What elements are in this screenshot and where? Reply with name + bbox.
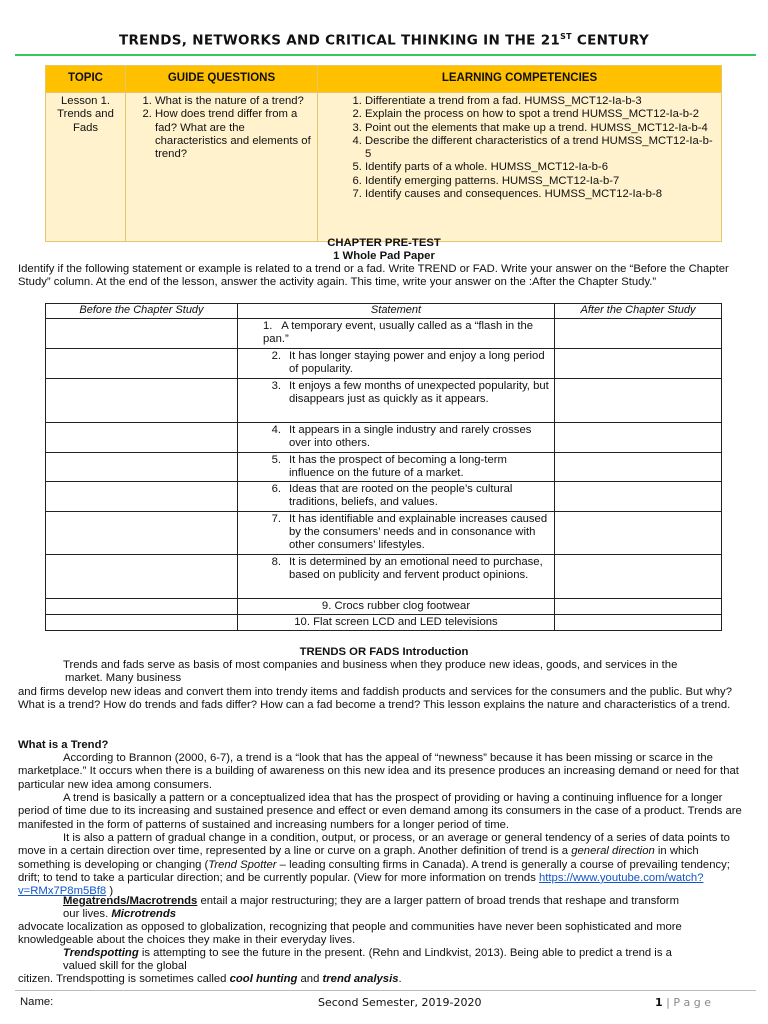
header-guide-questions: GUIDE QUESTIONS — [126, 66, 318, 93]
trend-paragraph-3: It is also a pattern of gradual change in a condition, output, or process, or an average or general tendency of a series of data points to move in a certain direction over time, represented by a line or curve on a graph. Another definition of trend is a general direction in which something is developing or changing (Trend Spotter – leading consulting firms in Canada). A trend is generally a course of prevailing tendency; drift; to tend to take a particular direction; and be currently popular. (View for more information on trends https://www.youtube.com/watch?v=RMx7P8m5Bf8 ) — [18, 832, 730, 898]
answer-after[interactable] — [555, 378, 722, 422]
header-learning-competencies: LEARNING COMPETENCIES — [318, 66, 722, 93]
intro-paragraph: and firms develop new ideas and convert them into trendy items and faddish products and services for the consumers and the public. But why? What is a trend? How do trends and fads differ? How can a fad become a trend? This lesson explains the nature and characteristics of a trend. — [18, 686, 732, 712]
competency-item: 4. Describe the different characteristics of a trend HUMSS_MCT12-Ia-b-5 — [365, 135, 718, 162]
col-statement: Statement — [238, 304, 555, 319]
answer-before[interactable] — [46, 422, 238, 452]
youtube-link[interactable]: https://www.youtube.com/watch?v=RMx7P8m5Bf8 — [18, 871, 704, 898]
answer-before[interactable] — [46, 452, 238, 482]
header-topic: TOPIC — [46, 66, 126, 93]
answer-after[interactable] — [555, 349, 722, 379]
answer-after[interactable] — [555, 319, 722, 349]
answer-after[interactable] — [555, 598, 722, 614]
answer-before[interactable] — [46, 378, 238, 422]
competency-item: 2. Explain the process on how to spot a trend HUMSS_MCT12-Ia-b-2 — [365, 108, 718, 121]
competencies-cell — [318, 93, 722, 242]
intro-paragraph-start: Trends and fads serve as basis of most companies and business when they produce new ideas, goods, and services in the market. Many business — [63, 659, 678, 685]
topic-cell: Lesson 1. Trends and Fads — [46, 93, 126, 242]
col-after: After the Chapter Study — [555, 304, 722, 319]
answer-before[interactable] — [46, 598, 238, 614]
answer-before[interactable] — [46, 511, 238, 554]
pretest-instructions: Identify if the following statement or example is related to a trend or a fad. Write TREND or FAD. Write your answer on the “Before the Chapter Study” column. At the end of the lesson, answer the activity again. This time, write your answer on the :After the Chapter Study.” — [18, 263, 729, 289]
trendspotting-paragraph: Trendspotting is attempting to see the future in the present. (Rehn and Lindkvist, 2013). Being able to predict a trend is a valued skill for the global — [63, 947, 672, 973]
footer-name-label: Name: — [20, 996, 54, 1008]
statement-cell: 1. A temporary event, usually called as a “flash in the pan.” — [238, 319, 555, 349]
intro-heading: TRENDS OR FADS Introduction — [299, 646, 469, 658]
answer-after[interactable] — [555, 511, 722, 554]
megatrends-paragraph: Megatrends/Macrotrends entail a major restructuring; they are a larger pattern of broad trends that reshape and transform our lives. Microtrends — [63, 895, 679, 921]
title-divider — [15, 54, 756, 56]
pretest-heading: CHAPTER PRE-TEST — [327, 237, 441, 249]
answer-after[interactable] — [555, 422, 722, 452]
answer-after[interactable] — [555, 482, 722, 512]
answer-after[interactable] — [555, 615, 722, 631]
trend-paragraph-2: A trend is basically a pattern or a conceptualized idea that has the prospect of providing or having a continuing influence for a longer period of time due to its increasing and sustained presence and effect or even demand among its consumers in the case of a product. Trends are manifested in the form of patterns of sustained and increasing numbers for a longer period of time. — [18, 792, 742, 831]
footer-divider — [15, 990, 756, 991]
trendspotting-paragraph-end: citizen. Trendspotting is sometimes called cool hunting and trend analysis. — [18, 973, 402, 985]
pretest-subheading: 1 Whole Pad Paper — [333, 250, 435, 262]
statement-cell: 7. It has identifiable and explainable increases caused by the consumers’ needs and in consonance with other consumers’ lifestyles. — [238, 511, 555, 554]
trend-heading: What is a Trend? — [18, 739, 109, 751]
competency-table — [45, 65, 722, 242]
answer-after[interactable] — [555, 554, 722, 598]
guide-question: 2. How does trend differ from a fad? What are the characteristics and elements of trend? — [155, 108, 314, 161]
competency-item: 7. Identify causes and consequences. HUMSS_MCT12-Ia-b-8 — [365, 188, 718, 201]
statement-cell: 2. It has longer staying power and enjoy a long period of popularity. — [238, 349, 555, 379]
trend-paragraph-1: According to Brannon (2000, 6-7), a trend is a “look that has the appeal of “newness” because it has been missing or scarce in the marketplace.” It occurs when there is a building of awareness on this new idea and its presence produces an increasing demand or need for that particular new idea among consumers. — [18, 752, 739, 791]
answer-before[interactable] — [46, 319, 238, 349]
pretest-table — [45, 303, 722, 631]
statement-cell: 3. It enjoys a few months of unexpected popularity, but disappears just as quickly as it appears. — [238, 378, 555, 422]
statement-cell: 6. Ideas that are rooted on the people’s cultural traditions, beliefs, and values. — [238, 482, 555, 512]
competency-item: 1. Differentiate a trend from a fad. HUMSS_MCT12-Ia-b-3 — [365, 95, 718, 108]
guide-questions-cell — [126, 93, 318, 242]
statement-cell: 10. Flat screen LCD and LED televisions — [238, 615, 555, 631]
statement-cell: 8. It is determined by an emotional need to purchase, based on publicity and fervent product opinions. — [238, 554, 555, 598]
statement-cell: 9. Crocs rubber clog footwear — [238, 598, 555, 614]
answer-before[interactable] — [46, 615, 238, 631]
footer-semester: Second Semester, 2019-2020 — [318, 996, 482, 1009]
footer-page-number: 1 | P a g e — [655, 996, 711, 1009]
microtrends-paragraph: advocate localization as opposed to globalization, recognizing that people and communities have never been sophisticated and more knowledgeable about the choices they make in their everyday lives. — [18, 921, 682, 947]
answer-before[interactable] — [46, 349, 238, 379]
competency-item: 6. Identify emerging patterns. HUMSS_MCT12-Ia-b-7 — [365, 175, 718, 188]
answer-before[interactable] — [46, 554, 238, 598]
answer-before[interactable] — [46, 482, 238, 512]
competency-item: 3. Point out the elements that make up a trend. HUMSS_MCT12-Ia-b-4 — [365, 122, 718, 135]
guide-question: 1. What is the nature of a trend? — [155, 95, 314, 108]
statement-cell: 5. It has the prospect of becoming a long-term influence on the future of a market. — [238, 452, 555, 482]
competency-item: 5. Identify parts of a whole. HUMSS_MCT12-Ia-b-6 — [365, 161, 718, 174]
answer-after[interactable] — [555, 452, 722, 482]
statement-cell: 4. It appears in a single industry and rarely crosses over into others. — [238, 422, 555, 452]
document-title: TRENDS, NETWORKS AND CRITICAL THINKING IN THE 21ST CENTURY — [118, 32, 650, 49]
col-before: Before the Chapter Study — [46, 304, 238, 319]
